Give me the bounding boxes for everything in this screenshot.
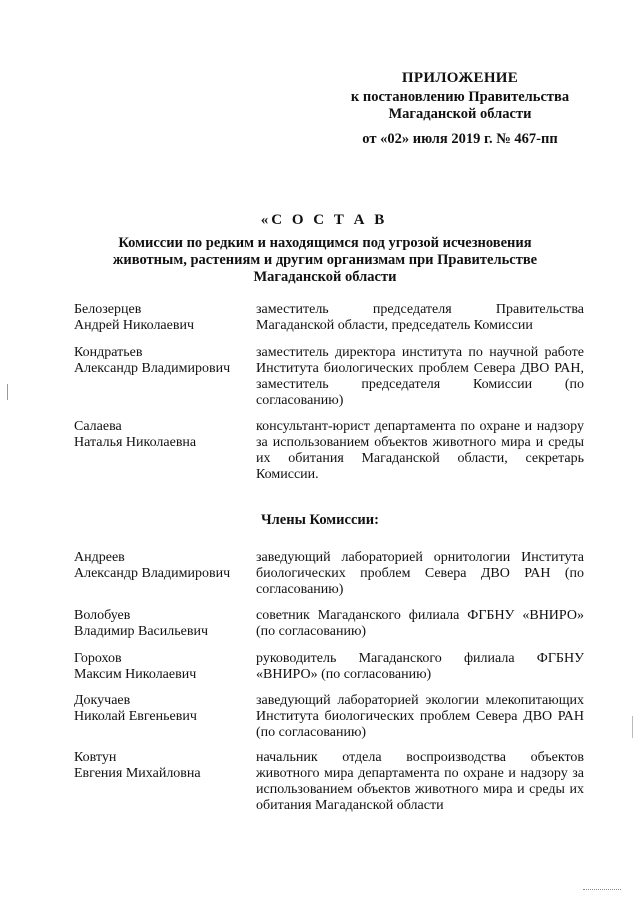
appendix-date: от «02» июля 2019 г. № 467-пп <box>362 131 558 147</box>
member-given-name: Николай Евгеньевич <box>74 709 197 724</box>
member-name <box>74 345 254 377</box>
document-title: «С О С Т А В <box>260 212 388 228</box>
scan-margin-mark <box>632 716 633 738</box>
member-role: заместитель председателя Правительства Магаданской области, председатель Комиссии <box>256 302 584 333</box>
member-role: руководитель Магаданского филиала ФГБНУ «ВНИРО» (по согласованию) <box>256 651 584 682</box>
member-role: заместитель директора института по научной работе Института биологических проблем Севера ДВО РАН, заместитель председателя Комиссии (по согласованию) <box>256 345 584 408</box>
member-surname: Докучаев <box>74 693 131 708</box>
member-name <box>74 608 254 640</box>
member-role: заведующий лабораторией экологии млекопитающих Института биологических проблем Севера ДВО РАН (по согласованию) <box>256 693 584 740</box>
member-given-name: Наталья Николаевна <box>74 435 197 450</box>
member-surname: Андреев <box>74 550 125 565</box>
subtitle-line: животным, растениям и другим организмам при Правительстве <box>112 252 538 268</box>
member-given-name: Александр Владимирович <box>74 361 231 376</box>
member-name <box>74 550 254 582</box>
member-name <box>74 419 254 451</box>
member-role: советник Магаданского филиала ФГБНУ «ВНИРО» (по согласованию) <box>256 608 584 639</box>
appendix-line: к постановлению Правительства <box>350 89 570 105</box>
member-name <box>74 750 254 782</box>
scan-artifact <box>583 889 621 892</box>
member-given-name: Максим Николаевич <box>74 667 197 682</box>
member-given-name: Александр Владимирович <box>74 566 231 581</box>
member-surname: Ковтун <box>74 750 117 765</box>
subtitle-line: Комиссии по редким и находящимся под угрозой исчезновения <box>118 235 532 251</box>
subtitle-line: Магаданской области <box>253 269 397 285</box>
member-given-name: Евгения Михайловна <box>74 766 201 781</box>
appendix-header <box>330 70 590 148</box>
member-surname: Белозерцев <box>74 302 142 317</box>
scan-margin-mark <box>7 384 8 400</box>
members-section-title: Члены Комиссии: <box>261 512 379 528</box>
member-given-name: Владимир Васильевич <box>74 624 208 639</box>
member-role: консультант-юрист департамента по охране и надзору за использованием объектов животного мира и среды их обитания Магаданской области, секретарь Комиссии. <box>256 419 584 482</box>
member-name <box>74 651 254 683</box>
member-surname: Горохов <box>74 651 122 666</box>
member-surname: Салаева <box>74 419 122 434</box>
member-role: начальник отдела воспроизводства объектов животного мира департамента по охране и надзору за использованием объектов животного мира и среды их обитания Магаданской области <box>256 750 584 813</box>
member-given-name: Андрей Николаевич <box>74 318 194 333</box>
appendix-title: ПРИЛОЖЕНИЕ <box>401 70 519 86</box>
document-subtitle <box>95 235 555 286</box>
appendix-line: Магаданской области <box>388 106 532 122</box>
member-surname: Кондратьев <box>74 345 143 360</box>
member-name <box>74 693 254 725</box>
member-name <box>74 302 254 334</box>
member-role: заведующий лабораторией орнитологии Института биологических проблем Севера ДВО РАН (по согласованию) <box>256 550 584 597</box>
member-surname: Волобуев <box>74 608 131 623</box>
